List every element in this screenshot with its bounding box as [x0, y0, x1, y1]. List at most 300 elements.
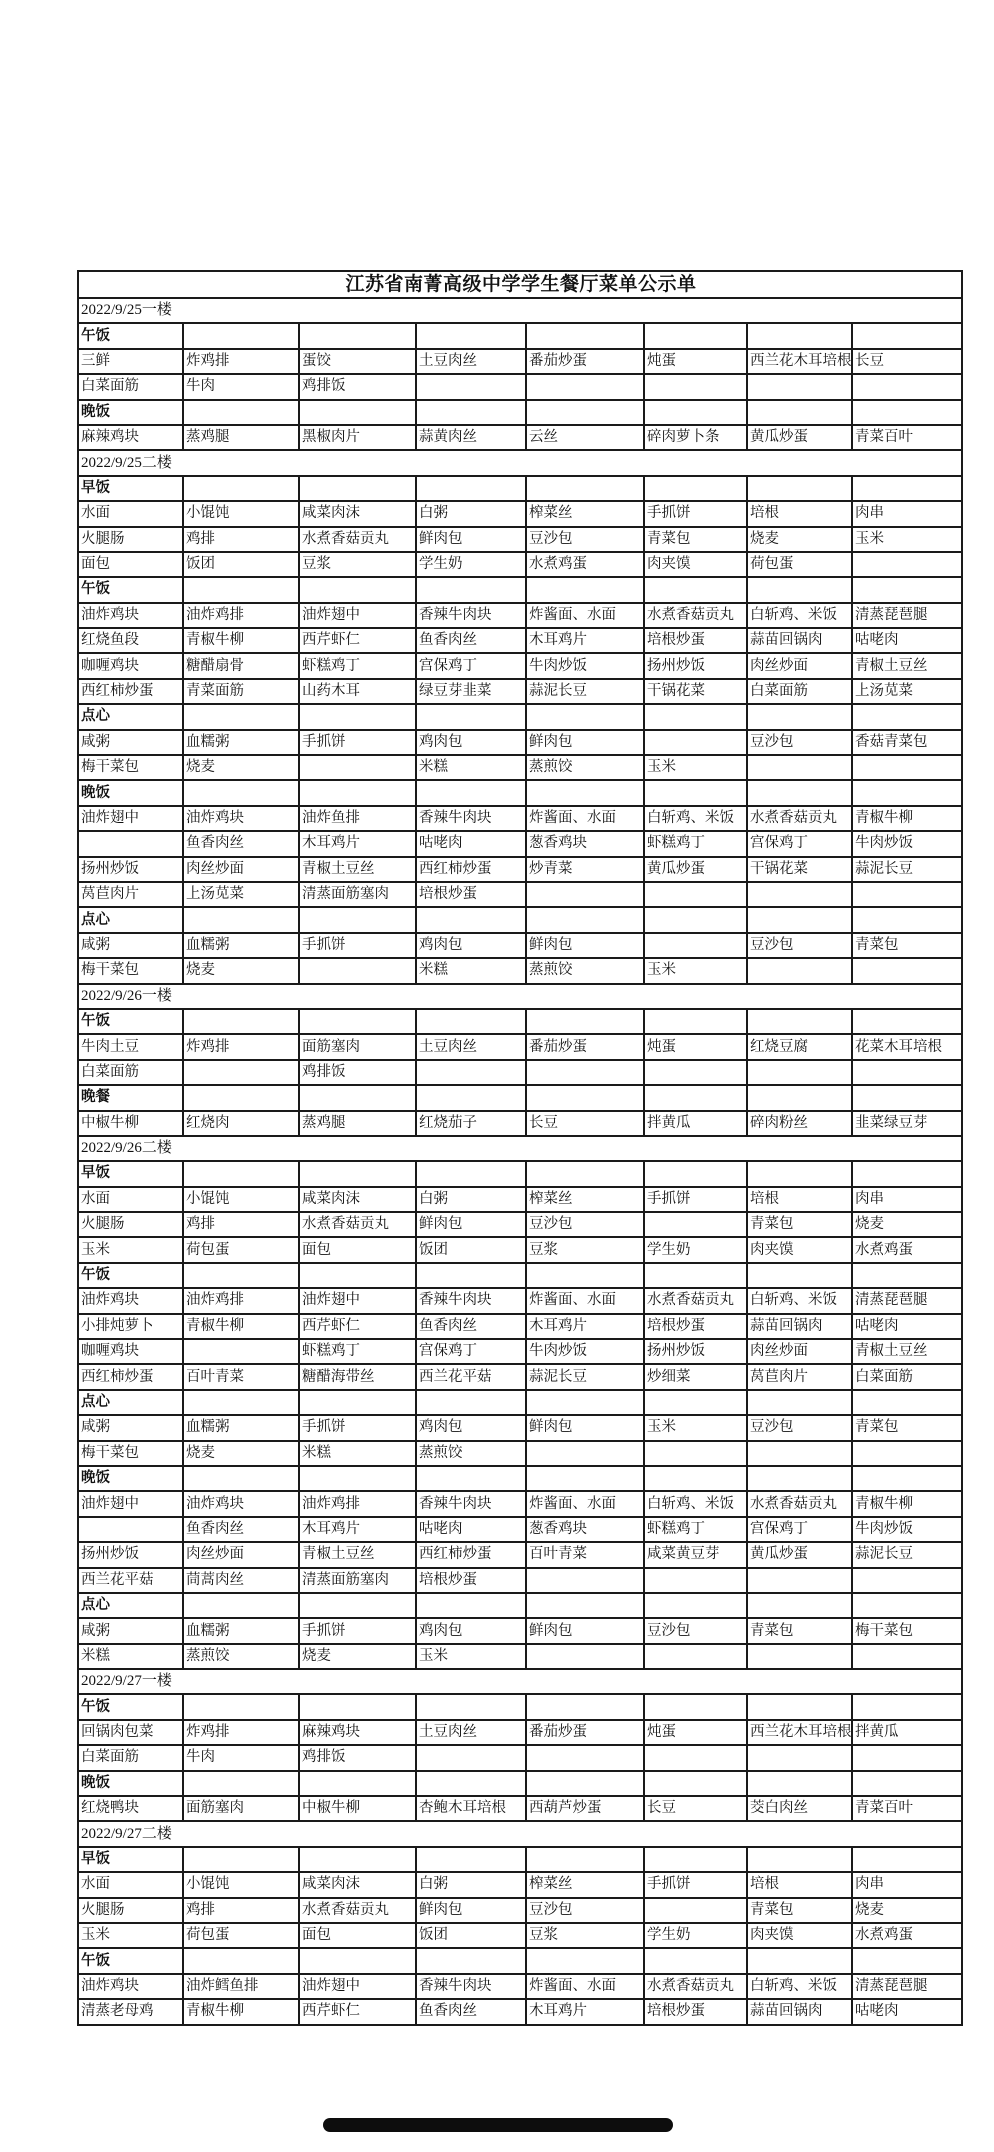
dish-cell: 青菜包 [747, 1898, 852, 1923]
dish-cell: 香辣牛肉块 [416, 603, 526, 628]
empty-cell [644, 1593, 747, 1618]
empty-cell [747, 1948, 852, 1973]
dish-cell: 三鲜 [78, 349, 183, 374]
empty-cell [644, 704, 747, 729]
dish-cell: 红烧肉 [183, 1111, 299, 1136]
empty-cell [526, 1009, 644, 1034]
empty-cell [644, 1466, 747, 1491]
dish-cell: 红烧茄子 [416, 1111, 526, 1136]
date-floor-row [78, 984, 962, 1009]
meal-header-row [78, 1085, 962, 1110]
dish-cell: 面包 [78, 552, 183, 577]
dish-cell: 木耳鸡片 [299, 831, 416, 856]
dish-cell: 油炸鸡排 [183, 1288, 299, 1313]
dish-row [78, 628, 962, 653]
dish-cell [416, 1745, 526, 1770]
dish-cell: 水煮香菇贡丸 [299, 1898, 416, 1923]
date-floor-label: 2022/9/25一楼 [78, 298, 962, 323]
dish-cell [78, 831, 183, 856]
dish-cell: 蒸鸡腿 [299, 1111, 416, 1136]
dish-cell [852, 374, 962, 399]
dish-cell: 白菜面筋 [78, 374, 183, 399]
dish-cell [644, 374, 747, 399]
dish-cell: 饭团 [416, 1237, 526, 1262]
dish-cell: 黄瓜炒蛋 [747, 1542, 852, 1567]
empty-cell [526, 400, 644, 425]
dish-cell: 土豆肉丝 [416, 1034, 526, 1059]
dish-cell: 白菜面筋 [78, 1060, 183, 1085]
empty-cell [644, 907, 747, 932]
empty-cell [747, 1771, 852, 1796]
dish-cell [852, 882, 962, 907]
dish-cell: 清蒸琵琶腿 [852, 1974, 962, 1999]
dish-cell: 油炸鸡块 [78, 1974, 183, 1999]
empty-cell [644, 323, 747, 348]
dish-row [78, 1339, 962, 1364]
empty-cell [644, 1085, 747, 1110]
dish-cell: 青菜包 [747, 1212, 852, 1237]
dish-cell: 扬州炒饭 [644, 653, 747, 678]
dish-cell: 麻辣鸡块 [78, 425, 183, 450]
dish-cell: 宫保鸡丁 [416, 653, 526, 678]
dish-cell: 蒜泥长豆 [852, 857, 962, 882]
dish-cell: 鸡排 [183, 1898, 299, 1923]
dish-cell: 蒸煎饺 [526, 755, 644, 780]
empty-cell [747, 780, 852, 805]
dish-cell: 咖喱鸡块 [78, 1339, 183, 1364]
dish-cell: 烧麦 [183, 1441, 299, 1466]
dish-cell: 面筋塞肉 [299, 1034, 416, 1059]
dish-cell: 肉夹馍 [644, 552, 747, 577]
empty-cell [747, 1466, 852, 1491]
dish-cell [747, 1568, 852, 1593]
empty-cell [416, 1694, 526, 1719]
dish-cell: 青菜百叶 [852, 1796, 962, 1821]
dish-cell [747, 374, 852, 399]
empty-cell [416, 1390, 526, 1415]
dish-cell: 面包 [299, 1237, 416, 1262]
dish-cell [183, 1060, 299, 1085]
empty-cell [747, 1085, 852, 1110]
empty-cell [299, 1948, 416, 1973]
meal-header-row [78, 1009, 962, 1034]
dish-cell: 拌黄瓜 [852, 1720, 962, 1745]
dish-cell: 荷包蛋 [183, 1923, 299, 1948]
dish-cell: 茼蒿肉丝 [183, 1568, 299, 1593]
dish-cell: 牛肉土豆 [78, 1034, 183, 1059]
empty-cell [299, 1390, 416, 1415]
dish-cell: 宫保鸡丁 [747, 1517, 852, 1542]
dish-cell: 油炸翅中 [299, 1288, 416, 1313]
empty-cell [852, 1009, 962, 1034]
dish-cell: 水煮香菇贡丸 [299, 527, 416, 552]
empty-cell [183, 1263, 299, 1288]
meal-header-row [78, 476, 962, 501]
empty-cell [852, 907, 962, 932]
dish-cell: 培根炒蛋 [416, 882, 526, 907]
dish-cell: 鲜肉包 [416, 1212, 526, 1237]
dish-cell: 炸酱面、水面 [526, 1974, 644, 1999]
empty-cell [852, 476, 962, 501]
dish-cell: 鸡肉包 [416, 933, 526, 958]
dish-row [78, 882, 962, 907]
dish-cell: 黑椒肉片 [299, 425, 416, 450]
empty-cell [183, 1771, 299, 1796]
dish-cell: 豆沙包 [644, 1618, 747, 1643]
dish-cell: 西红柿炒蛋 [416, 1542, 526, 1567]
dish-cell: 火腿肠 [78, 527, 183, 552]
dish-row [78, 958, 962, 983]
dish-cell: 青椒牛柳 [183, 1314, 299, 1339]
empty-cell [852, 400, 962, 425]
dish-cell: 青椒土豆丝 [852, 653, 962, 678]
dish-cell [852, 1441, 962, 1466]
dish-cell [526, 1568, 644, 1593]
dish-row [78, 1517, 962, 1542]
dish-cell: 清蒸老母鸡 [78, 1999, 183, 2024]
dish-cell: 清蒸琵琶腿 [852, 1288, 962, 1313]
empty-cell [183, 780, 299, 805]
dish-cell [747, 958, 852, 983]
dish-row [78, 653, 962, 678]
dish-cell: 油炸翅中 [78, 1491, 183, 1516]
dish-cell: 白粥 [416, 1872, 526, 1897]
dish-cell: 牛肉炒饭 [852, 1517, 962, 1542]
dish-cell: 榨菜丝 [526, 501, 644, 526]
dish-cell: 清蒸面筋塞肉 [299, 882, 416, 907]
dish-cell: 咕咾肉 [416, 1517, 526, 1542]
dish-cell: 白菜面筋 [78, 1745, 183, 1770]
empty-cell [747, 907, 852, 932]
date-floor-label: 2022/9/27二楼 [78, 1821, 962, 1846]
empty-cell [183, 907, 299, 932]
empty-cell [747, 400, 852, 425]
dish-cell: 咸粥 [78, 1618, 183, 1643]
meal-header-row [78, 704, 962, 729]
dish-cell: 宫保鸡丁 [416, 1339, 526, 1364]
dish-cell: 豆沙包 [526, 1212, 644, 1237]
dish-cell: 蒜苗回锅肉 [747, 1314, 852, 1339]
dish-cell: 白斩鸡、米饭 [644, 806, 747, 831]
dish-cell: 培根炒蛋 [644, 1314, 747, 1339]
empty-cell [183, 1694, 299, 1719]
dish-cell: 面筋塞肉 [183, 1796, 299, 1821]
meal-label: 晚饭 [78, 780, 183, 805]
date-floor-row [78, 1669, 962, 1694]
dish-cell: 肉丝炒面 [183, 1542, 299, 1567]
dish-cell: 白斩鸡、米饭 [747, 1974, 852, 1999]
dish-cell: 牛肉 [183, 1745, 299, 1770]
dish-cell: 牛肉炒饭 [526, 1339, 644, 1364]
dish-row [78, 425, 962, 450]
dish-cell: 炖蛋 [644, 349, 747, 374]
dish-cell: 肉丝炒面 [747, 1339, 852, 1364]
empty-cell [299, 577, 416, 602]
meal-label: 点心 [78, 1390, 183, 1415]
dish-cell: 荷包蛋 [747, 552, 852, 577]
dish-cell: 炸酱面、水面 [526, 1491, 644, 1516]
dish-cell: 清蒸面筋塞肉 [299, 1568, 416, 1593]
dish-cell: 玉米 [416, 1644, 526, 1669]
dish-cell [852, 1568, 962, 1593]
dish-cell: 梅干菜包 [852, 1618, 962, 1643]
empty-cell [747, 1847, 852, 1872]
dish-cell: 饭团 [416, 1923, 526, 1948]
dish-cell: 青椒土豆丝 [852, 1339, 962, 1364]
empty-cell [852, 1085, 962, 1110]
dish-cell: 西芹虾仁 [299, 628, 416, 653]
dish-cell [747, 1060, 852, 1085]
dish-cell: 火腿肠 [78, 1212, 183, 1237]
date-floor-label: 2022/9/26二楼 [78, 1136, 962, 1161]
empty-cell [416, 1161, 526, 1186]
dish-row [78, 1720, 962, 1745]
dish-cell: 蒸煎饺 [183, 1644, 299, 1669]
dish-row [78, 1745, 962, 1770]
dish-cell: 咸菜肉沫 [299, 501, 416, 526]
dish-cell: 蛋饺 [299, 349, 416, 374]
dish-cell: 咕咾肉 [852, 1314, 962, 1339]
dish-cell: 葱香鸡块 [526, 831, 644, 856]
dish-cell: 干锅花菜 [747, 857, 852, 882]
dish-cell: 黄瓜炒蛋 [747, 425, 852, 450]
dish-cell: 油炸鱼排 [299, 806, 416, 831]
dish-row [78, 1060, 962, 1085]
dish-cell: 咖喱鸡块 [78, 653, 183, 678]
empty-cell [852, 1593, 962, 1618]
dish-cell [644, 1060, 747, 1085]
dish-cell: 花菜木耳培根 [852, 1034, 962, 1059]
dish-cell: 鸡排饭 [299, 1745, 416, 1770]
meal-label: 点心 [78, 1593, 183, 1618]
dish-cell [852, 755, 962, 780]
empty-cell [299, 1694, 416, 1719]
dish-cell: 鸡排饭 [299, 1060, 416, 1085]
empty-cell [747, 1161, 852, 1186]
dish-cell: 香辣牛肉块 [416, 1974, 526, 1999]
dish-cell: 虾糕鸡丁 [644, 1517, 747, 1542]
empty-cell [183, 400, 299, 425]
dish-cell: 百叶青菜 [526, 1542, 644, 1567]
dish-cell: 荷包蛋 [183, 1237, 299, 1262]
dish-cell: 炸酱面、水面 [526, 806, 644, 831]
empty-cell [644, 1390, 747, 1415]
dish-cell: 木耳鸡片 [526, 1999, 644, 2024]
dish-row [78, 1415, 962, 1440]
dish-cell: 绿豆芽韭菜 [416, 679, 526, 704]
dish-cell [299, 958, 416, 983]
dish-cell: 油炸鸡排 [183, 603, 299, 628]
empty-cell [526, 780, 644, 805]
dish-cell: 油炸鳕鱼排 [183, 1974, 299, 1999]
dish-cell: 白斩鸡、米饭 [644, 1491, 747, 1516]
date-floor-row [78, 450, 962, 475]
date-floor-label: 2022/9/26一楼 [78, 984, 962, 1009]
dish-cell: 水煮香菇贡丸 [299, 1212, 416, 1237]
empty-cell [852, 1390, 962, 1415]
empty-cell [526, 1847, 644, 1872]
dish-cell: 豆浆 [526, 1237, 644, 1262]
dish-cell: 青菜包 [747, 1618, 852, 1643]
dish-cell: 白粥 [416, 501, 526, 526]
dish-cell [644, 882, 747, 907]
empty-cell [416, 1263, 526, 1288]
meal-label: 点心 [78, 704, 183, 729]
dish-row [78, 1568, 962, 1593]
empty-cell [299, 400, 416, 425]
empty-cell [644, 1694, 747, 1719]
dish-cell: 培根炒蛋 [416, 1568, 526, 1593]
meal-header-row [78, 1771, 962, 1796]
dish-cell: 血糯粥 [183, 730, 299, 755]
dish-cell [644, 1644, 747, 1669]
dish-cell: 土豆肉丝 [416, 1720, 526, 1745]
dish-cell: 莴苣肉片 [747, 1364, 852, 1389]
dish-row [78, 552, 962, 577]
dish-cell: 茭白肉丝 [747, 1796, 852, 1821]
dish-cell [747, 755, 852, 780]
dish-cell: 西红柿炒蛋 [78, 1364, 183, 1389]
dish-cell: 学生奶 [644, 1237, 747, 1262]
dish-cell: 青菜包 [852, 933, 962, 958]
empty-cell [183, 476, 299, 501]
empty-cell [183, 704, 299, 729]
dish-cell [644, 1568, 747, 1593]
date-floor-label: 2022/9/25二楼 [78, 450, 962, 475]
dish-cell: 玉米 [644, 1415, 747, 1440]
dish-cell: 榨菜丝 [526, 1872, 644, 1897]
dish-cell: 豆浆 [299, 552, 416, 577]
dish-cell: 牛肉炒饭 [852, 831, 962, 856]
dish-cell: 水煮香菇贡丸 [644, 1288, 747, 1313]
empty-cell [644, 780, 747, 805]
dish-cell: 水煮香菇贡丸 [747, 1491, 852, 1516]
dish-cell: 韭菜绿豆芽 [852, 1111, 962, 1136]
dish-cell: 长豆 [852, 349, 962, 374]
dish-row [78, 1111, 962, 1136]
dish-cell: 肉串 [852, 1872, 962, 1897]
dish-cell: 饭团 [183, 552, 299, 577]
dish-cell: 碎肉粉丝 [747, 1111, 852, 1136]
dish-cell: 玉米 [78, 1237, 183, 1262]
dish-cell: 上汤苋菜 [852, 679, 962, 704]
empty-cell [299, 704, 416, 729]
meal-label: 早饭 [78, 476, 183, 501]
dish-cell: 手抓饼 [299, 1618, 416, 1643]
dish-cell: 西芹虾仁 [299, 1999, 416, 2024]
redaction-bar [323, 2118, 673, 2132]
empty-cell [299, 1161, 416, 1186]
dish-cell: 黄瓜炒蛋 [644, 857, 747, 882]
dish-cell: 香辣牛肉块 [416, 1288, 526, 1313]
meal-header-row [78, 1593, 962, 1618]
empty-cell [183, 1009, 299, 1034]
dish-cell: 番茄炒蛋 [526, 1720, 644, 1745]
empty-cell [852, 1948, 962, 1973]
dish-cell: 蒜黄肉丝 [416, 425, 526, 450]
date-floor-row [78, 1136, 962, 1161]
dish-cell: 鱼香肉丝 [416, 1314, 526, 1339]
empty-cell [526, 1948, 644, 1973]
empty-cell [416, 323, 526, 348]
dish-cell: 香菇青菜包 [852, 730, 962, 755]
dish-cell: 手抓饼 [299, 1415, 416, 1440]
empty-cell [644, 1847, 747, 1872]
empty-cell [526, 1263, 644, 1288]
dish-cell: 蒜泥长豆 [526, 1364, 644, 1389]
dish-cell: 红烧豆腐 [747, 1034, 852, 1059]
empty-cell [526, 1085, 644, 1110]
dish-cell: 小馄饨 [183, 1187, 299, 1212]
dish-cell: 肉夹馍 [747, 1237, 852, 1262]
dish-cell: 米糕 [299, 1441, 416, 1466]
empty-cell [644, 577, 747, 602]
dish-cell [644, 1745, 747, 1770]
dish-cell: 水煮鸡蛋 [852, 1923, 962, 1948]
dish-cell: 油炸鸡排 [299, 1491, 416, 1516]
dish-cell: 长豆 [526, 1111, 644, 1136]
dish-cell: 米糕 [416, 958, 526, 983]
dish-cell: 炖蛋 [644, 1720, 747, 1745]
empty-cell [526, 577, 644, 602]
dish-row [78, 1542, 962, 1567]
meal-label: 早饭 [78, 1161, 183, 1186]
empty-cell [416, 476, 526, 501]
dish-cell: 水煮鸡蛋 [852, 1237, 962, 1262]
dish-cell: 玉米 [644, 755, 747, 780]
dish-cell: 西兰花木耳培根 [747, 1720, 852, 1745]
dish-cell: 手抓饼 [644, 1187, 747, 1212]
dish-cell [416, 374, 526, 399]
dish-row [78, 806, 962, 831]
dish-row [78, 349, 962, 374]
dish-cell: 手抓饼 [299, 730, 416, 755]
dish-cell: 糖醋海带丝 [299, 1364, 416, 1389]
dish-cell: 米糕 [78, 1644, 183, 1669]
dish-cell: 青椒牛柳 [852, 1491, 962, 1516]
dish-cell [78, 1517, 183, 1542]
dish-cell: 红烧鸭块 [78, 1796, 183, 1821]
dish-cell: 鱼香肉丝 [416, 1999, 526, 2024]
dish-cell [644, 1441, 747, 1466]
dish-cell: 鸡肉包 [416, 730, 526, 755]
dish-cell: 咕咾肉 [852, 628, 962, 653]
dish-cell: 白斩鸡、米饭 [747, 1288, 852, 1313]
dish-cell: 木耳鸡片 [299, 1517, 416, 1542]
dish-cell: 小排炖萝卜 [78, 1314, 183, 1339]
dish-cell: 蒜苗回锅肉 [747, 628, 852, 653]
empty-cell [644, 1771, 747, 1796]
dish-row [78, 1034, 962, 1059]
empty-cell [183, 1948, 299, 1973]
dish-cell: 油炸翅中 [78, 806, 183, 831]
dish-cell: 鲜肉包 [416, 527, 526, 552]
empty-cell [526, 1694, 644, 1719]
dish-cell: 肉丝炒面 [747, 653, 852, 678]
dish-cell: 白斩鸡、米饭 [747, 603, 852, 628]
dish-cell: 蒜泥长豆 [852, 1542, 962, 1567]
meal-label: 晚饭 [78, 400, 183, 425]
dish-cell [416, 1060, 526, 1085]
dish-cell: 水煮香菇贡丸 [747, 806, 852, 831]
dish-cell: 青菜面筋 [183, 679, 299, 704]
meal-header-row [78, 1161, 962, 1186]
dish-cell: 西兰花平菇 [416, 1364, 526, 1389]
empty-cell [183, 1390, 299, 1415]
dish-cell: 白粥 [416, 1187, 526, 1212]
dish-cell: 培根 [747, 1187, 852, 1212]
dish-cell: 鲜肉包 [416, 1898, 526, 1923]
